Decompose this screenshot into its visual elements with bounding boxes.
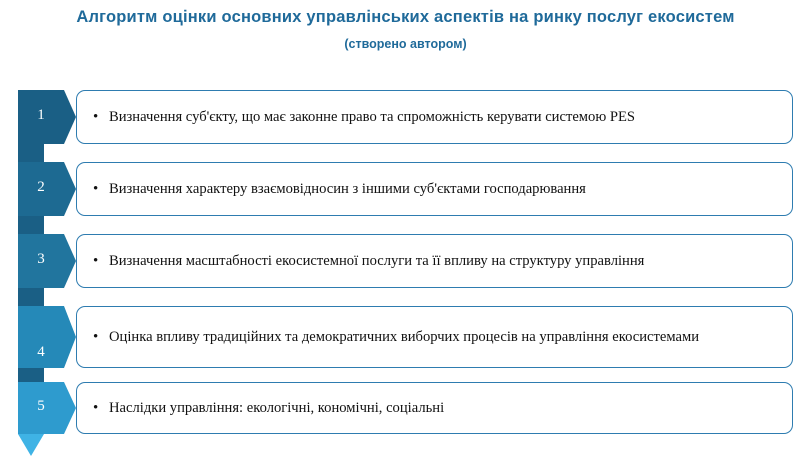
page-title: Алгоритм оцінки основних управлінських аспектів на ринку послуг екосистем xyxy=(76,8,735,26)
arrow-down-icon xyxy=(18,434,44,456)
step-marker xyxy=(18,162,76,216)
title-block xyxy=(0,6,811,53)
bullet-icon: • xyxy=(93,253,99,269)
step-textbox xyxy=(76,234,793,288)
step-marker xyxy=(18,382,76,434)
process-flow-diagram xyxy=(0,82,811,452)
step-marker xyxy=(18,90,76,144)
step-number: 3 xyxy=(37,251,45,267)
table-row xyxy=(18,234,793,288)
bullet-icon: • xyxy=(93,400,99,416)
step-textbox xyxy=(76,382,793,434)
step-textbox xyxy=(76,90,793,144)
page-subtitle: (створено автором) xyxy=(344,37,467,51)
table-row xyxy=(18,162,793,216)
bullet-icon: • xyxy=(93,329,99,345)
table-row xyxy=(18,306,793,368)
step-marker xyxy=(18,234,76,288)
step-number: 4 xyxy=(37,344,45,360)
step-text: Визначення суб'єкту, що має законне право та спроможність керувати системою PES xyxy=(109,109,636,125)
step-number: 2 xyxy=(37,179,45,195)
step-textbox xyxy=(76,162,793,216)
step-textbox xyxy=(76,306,793,368)
bullet-icon: • xyxy=(93,181,99,197)
table-row xyxy=(18,90,793,144)
step-number: 1 xyxy=(37,107,45,123)
table-row xyxy=(18,382,793,434)
step-text: Оцінка впливу традиційних та демократичних виборчих процесів на управління екосистемами xyxy=(109,329,700,345)
step-text: Визначення характеру взаємовідносин з іншими суб'єктами господарювання xyxy=(109,181,586,197)
step-marker xyxy=(18,306,76,368)
bullet-icon: • xyxy=(93,109,99,125)
step-number: 5 xyxy=(37,398,45,414)
step-text: Визначення масштабності екосистемної послуги та її впливу на структуру управління xyxy=(109,253,645,269)
step-text: Наслідки управління: екологічні, кономічні, соціальні xyxy=(109,400,445,416)
